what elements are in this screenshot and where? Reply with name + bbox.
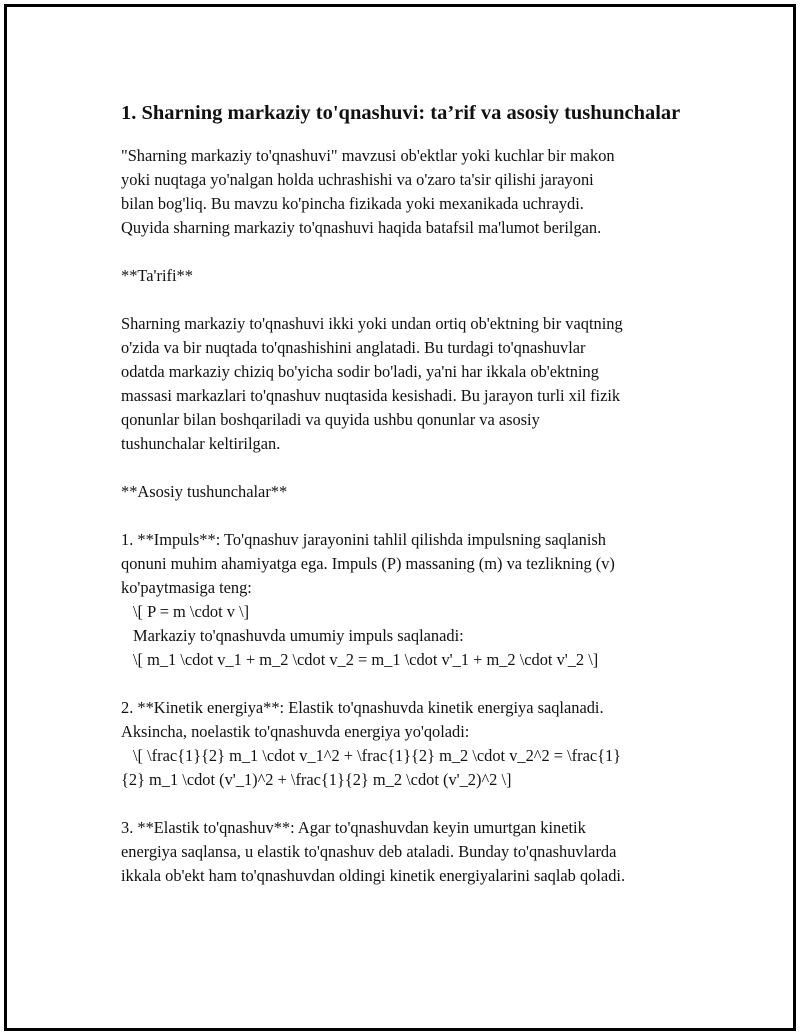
definition-heading — [121, 264, 721, 288]
text-line: Quyida sharning markaziy to'qnashuvi haqida batafsil ma'lumot berilgan. — [121, 218, 602, 237]
formula-line: \[ \frac{1}{2} m_1 \cdot v_1^2 + \frac{1}{2} m_2 \cdot v_2^2 = \frac{1} — [133, 746, 622, 765]
text-line: 2. **Kinetik energiya**: Elastik to'qnashuvda kinetik energiya saqlanadi. — [121, 698, 604, 717]
text-line: ikkala ob'ekt ham to'qnashuvdan oldingi kinetik energiyalarini saqlab qoladi. — [121, 866, 626, 885]
text-line: odatda markaziy chiziq bo'yicha sodir bo'ladi, ya'ni har ikkala ob'ektning — [121, 362, 599, 381]
text-line: qonuni muhim ahamiyatga ega. Impuls (P) massaning (m) va tezlikning (v) — [121, 554, 615, 573]
text-line: **Ta'rifi** — [121, 266, 193, 285]
text-line: yoki nuqtaga yo'nalgan holda uchrashishi va o'zaro ta'sir qilishi jarayoni — [121, 170, 594, 189]
formula-line: \[ P = m \cdot v \] — [133, 602, 250, 621]
text-line: tushunchalar keltirilgan. — [121, 434, 281, 453]
text-line: Sharning markaziy to'qnashuvi ikki yoki undan ortiq ob'ektning bir vaqtning — [121, 314, 623, 333]
page-frame — [4, 4, 796, 1031]
text-line: o'zida va bir nuqtada to'qnashishini anglatadi. Bu turdagi to'qnashuvlar — [121, 338, 586, 357]
list-item-kinetik-energiya — [121, 696, 721, 792]
list-item-impuls — [121, 528, 721, 672]
list-item-elastik-toqnashuv — [121, 816, 721, 888]
section-heading: 1. Sharning markaziy to'qnashuvi: ta’rif va asosiy tushunchalar — [121, 102, 681, 124]
formula-line: {2} m_1 \cdot (v'_1)^2 + \frac{1}{2} m_2 \cdot (v'_2)^2 \] — [121, 770, 512, 789]
text-line: 3. **Elastik to'qnashuv**: Agar to'qnashuvdan keyin umurtgan kinetik — [121, 818, 586, 837]
text-line: **Asosiy tushunchalar** — [121, 482, 288, 501]
text-line: qonunlar bilan boshqariladi va quyida ushbu qonunlar va asosiy — [121, 410, 540, 429]
concepts-heading — [121, 480, 721, 504]
document-content — [121, 99, 721, 912]
text-line: massasi markazlari to'qnashuv nuqtasida kesishadi. Bu jarayon turli xil fizik — [121, 386, 621, 405]
text-line: "Sharning markaziy to'qnashuvi" mavzusi ob'ektlar yoki kuchlar bir makon — [121, 146, 615, 165]
text-line: bilan bog'liq. Bu mavzu ko'pincha fizikada yoki mexanikada uchraydi. — [121, 194, 584, 213]
text-line: Aksincha, noelastik to'qnashuvda energiya yo'qoladi: — [121, 722, 470, 741]
intro-paragraph — [121, 144, 721, 240]
definition-paragraph — [121, 312, 721, 456]
text-line: 1. **Impuls**: To'qnashuv jarayonini tahlil qilishda impulsning saqlanish — [121, 530, 606, 549]
text-line: Markaziy to'qnashuvda umumiy impuls saqlanadi: — [133, 626, 464, 645]
text-line: ko'paytmasiga teng: — [121, 578, 252, 597]
formula-line: \[ m_1 \cdot v_1 + m_2 \cdot v_2 = m_1 \cdot v'_1 + m_2 \cdot v'_2 \] — [133, 650, 599, 669]
text-line: energiya saqlansa, u elastik to'qnashuv deb ataladi. Bunday to'qnashuvlarda — [121, 842, 617, 861]
